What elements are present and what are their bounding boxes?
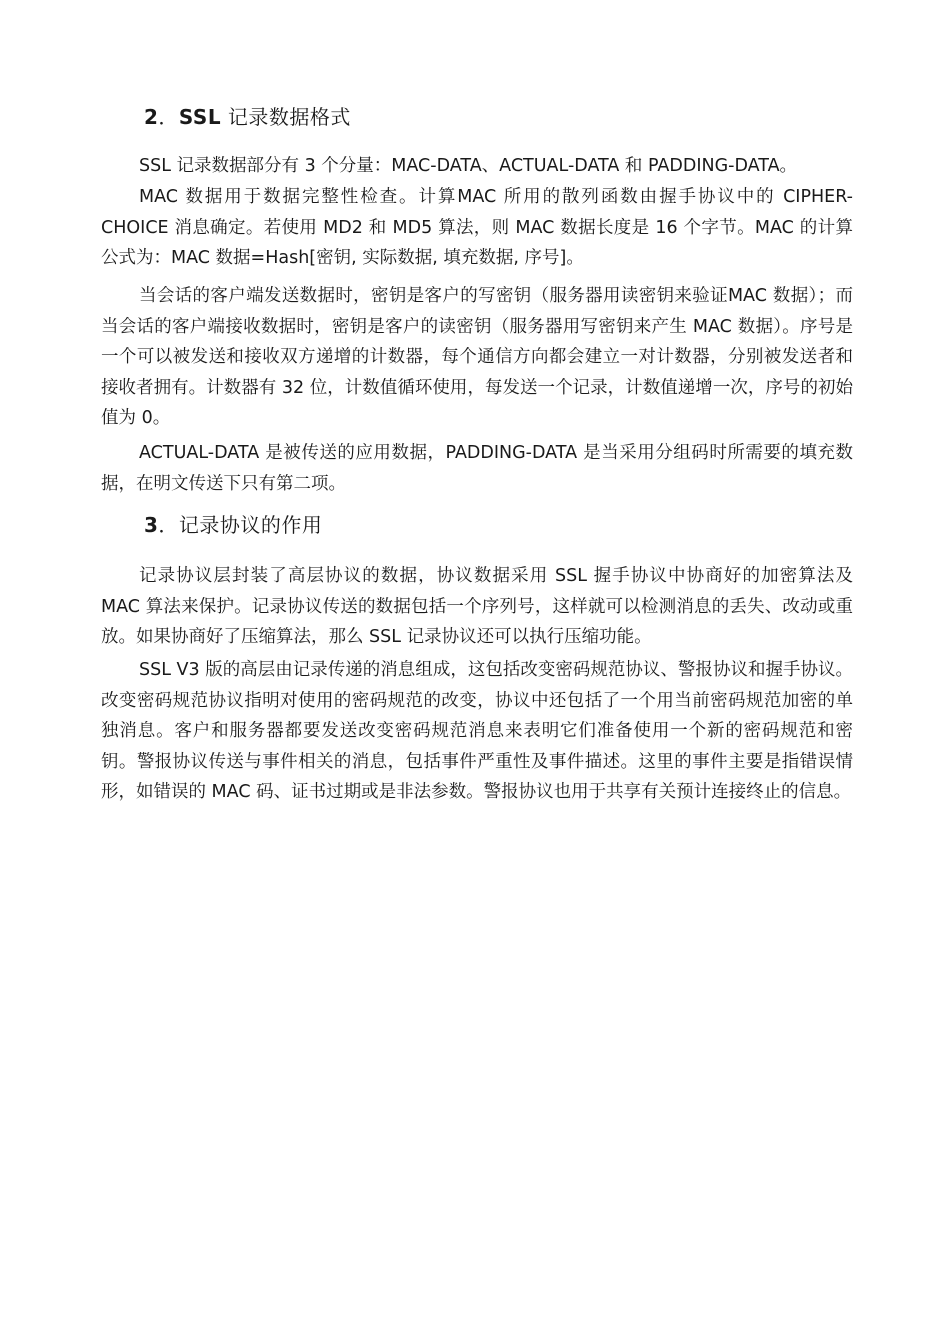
section-2-paragraph-1: SSL 记录数据部分有 3 个分量：MAC-DATA、ACTUAL-DATA 和 PADDING-DATA。 <box>139 156 798 176</box>
section-3-paragraph-1: 记录协议层封装了高层协议的数据，协议数据采用 SSL 握手协议中协商好的加密算法及 MAC 算法来保护。记录协议传送的数据包括一个序列号，这样就可以检测消息的丢失、改动或重放。如果协商好了压缩算法，那么 SSL 记录协议还可以执行压缩功能。 <box>101 566 853 647</box>
section-2-paragraph-4: ACTUAL-DATA 是被传送的应用数据，PADDING-DATA 是当采用分组码时所需要的填充数据，在明文传送下只有第二项。 <box>101 443 853 494</box>
section-3-number: 3 <box>144 513 159 537</box>
section-3-paragraph-2: SSL V3 版的高层由记录传递的消息组成，这包括改变密码规范协议、警报协议和握手协议。改变密码规范协议指明对使用的密码规范的改变，协议中还包括了一个用当前密码规范加密的单独消息。客户和服务器都要发送改变密码规范消息来表明它们准备使用一个新的密码规范和密钥。警报协议传送与事件相关的消息，包括事件严重性及事件描述。这里的事件主要是指错误情形，如错误的 MAC 码、证书过期或是非法参数。警报协议也用于共享有关预计连接终止的信息。 <box>101 660 853 802</box>
section-2-number: 2 <box>144 105 159 129</box>
section-3-separator: ． <box>158 513 179 537</box>
section-2-separator: ． <box>158 105 179 129</box>
section-3-heading <box>144 511 322 539</box>
section-3-title: 记录协议的作用 <box>178 513 323 537</box>
section-2-heading <box>144 103 351 131</box>
section-2-title-rest: 记录数据格式 <box>221 105 351 129</box>
section-2-title-bold: SSL <box>178 105 222 129</box>
section-2-paragraph-3: 当会话的客户端发送数据时，密钥是客户的写密钥（服务器用读密钥来验证MAC 数据）；而当会话的客户端接收数据时，密钥是客户的读密钥（服务器用写密钥来产生 MAC 数据）。序号是一个可以被发送和接收双方递增的计数器，每个通信方向都会建立一对计数器，分别被发送者和接收者拥有。计数器有 32 位，计数值循环使用，每发送一个记录，计数值递增一次，序号的初始值为 0。 <box>101 286 853 428</box>
section-2-paragraph-2: MAC 数据用于数据完整性检查。计算MAC 所用的散列函数由握手协议中的 CIPHER-CHOICE 消息确定。若使用 MD2 和 MD5 算法，则 MAC 数据长度是 16 个字节。MAC 的计算公式为：MAC 数据=Hash[密钥, 实际数据, 填充数据, 序号]。 <box>101 187 853 268</box>
